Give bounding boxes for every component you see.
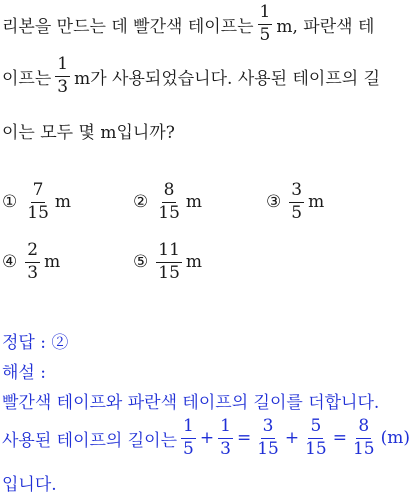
- fraction-denominator: 5: [291, 202, 303, 223]
- question-line-1: [2, 4, 374, 45]
- option-unit: m: [185, 252, 203, 273]
- fraction-denominator: 5: [259, 24, 271, 45]
- fraction-denominator: 15: [158, 202, 180, 223]
- fraction-denominator: 15: [352, 438, 375, 459]
- question-text-1a: 리본을 만드는 데 빨간색 테이프는: [2, 16, 254, 37]
- option-fraction: [289, 182, 304, 223]
- eq-fraction-1: [181, 418, 196, 459]
- fraction-denominator: 15: [305, 438, 327, 459]
- explanation-line-1: [2, 388, 379, 413]
- fraction-numerator: 5: [308, 418, 323, 439]
- fraction-denominator: 3: [57, 76, 69, 97]
- plus-sign: +: [284, 428, 300, 449]
- option-marker: ④: [2, 252, 18, 273]
- answer-label: 정답 : ②: [2, 333, 69, 353]
- option-4[interactable]: [2, 242, 60, 283]
- explanation-label: 해설 :: [2, 363, 46, 383]
- fraction-numerator: 3: [289, 182, 304, 203]
- option-3[interactable]: [266, 182, 324, 223]
- fraction-denominator: 15: [257, 438, 279, 459]
- fraction-denominator: 5: [183, 438, 194, 459]
- plus-sign: +: [199, 428, 215, 449]
- eq-fraction-2: [218, 418, 233, 459]
- equals-sign: =: [236, 428, 252, 449]
- fraction-denominator: 15: [158, 262, 180, 283]
- equals-sign: =: [332, 428, 347, 449]
- option-marker: ①: [2, 192, 18, 213]
- option-1[interactable]: [2, 182, 71, 223]
- option-fraction: [25, 242, 40, 283]
- fraction-denominator: 3: [220, 438, 231, 459]
- fraction-numerator: 1: [258, 4, 273, 25]
- option-2[interactable]: [133, 182, 202, 223]
- explanation-text-1: 빨간색 테이프와 파란색 테이프의 길이를 더합니다.: [2, 393, 380, 413]
- eq-fraction-3: [255, 418, 281, 459]
- eq-fraction-4: [303, 418, 329, 459]
- fraction-numerator: 8: [356, 418, 371, 439]
- explanation-label-line: [2, 358, 46, 383]
- unit-label: (m): [380, 428, 410, 449]
- blue-tape-fraction: [55, 56, 70, 97]
- question-text-2b: m가 사용되었습니다. 사용된 테이프의 길: [74, 68, 380, 89]
- option-fraction: [156, 182, 182, 223]
- explanation-line-3: [2, 470, 57, 495]
- fraction-numerator: 7: [31, 182, 46, 203]
- fraction-denominator: 3: [27, 262, 39, 283]
- option-marker: ⑤: [133, 252, 149, 273]
- eq-fraction-5: [351, 418, 377, 459]
- fraction-numerator: 8: [162, 182, 177, 203]
- option-unit: m: [308, 192, 325, 213]
- answer-line: [2, 328, 68, 353]
- fraction-numerator: 1: [181, 418, 196, 439]
- question-line-3: [2, 118, 175, 143]
- fraction-numerator: 1: [55, 56, 70, 77]
- option-5[interactable]: [133, 242, 202, 283]
- question-text-2a: 이프는: [2, 68, 52, 89]
- option-unit: m: [44, 252, 61, 273]
- fraction-numerator: 11: [156, 242, 182, 263]
- fraction-numerator: 3: [261, 418, 276, 439]
- explanation-text-2: 사용된 테이프의 길이는: [2, 430, 178, 451]
- fraction-numerator: 1: [218, 418, 233, 439]
- option-fraction: [25, 182, 51, 223]
- option-marker: ③: [266, 192, 282, 213]
- question-text-1b: m, 파란색 테: [276, 16, 375, 37]
- option-unit: m: [185, 192, 203, 213]
- fraction-denominator: 15: [27, 202, 49, 223]
- red-tape-fraction: [258, 4, 273, 45]
- question-text-3: 이는 모두 몇 m입니까?: [2, 123, 175, 143]
- fraction-numerator: 2: [25, 242, 40, 263]
- explanation-line-2: [2, 418, 410, 459]
- option-fraction: [156, 242, 182, 283]
- option-unit: m: [54, 192, 72, 213]
- question-line-2: [2, 56, 380, 97]
- option-marker: ②: [133, 192, 149, 213]
- explanation-text-3: 입니다.: [2, 475, 57, 495]
